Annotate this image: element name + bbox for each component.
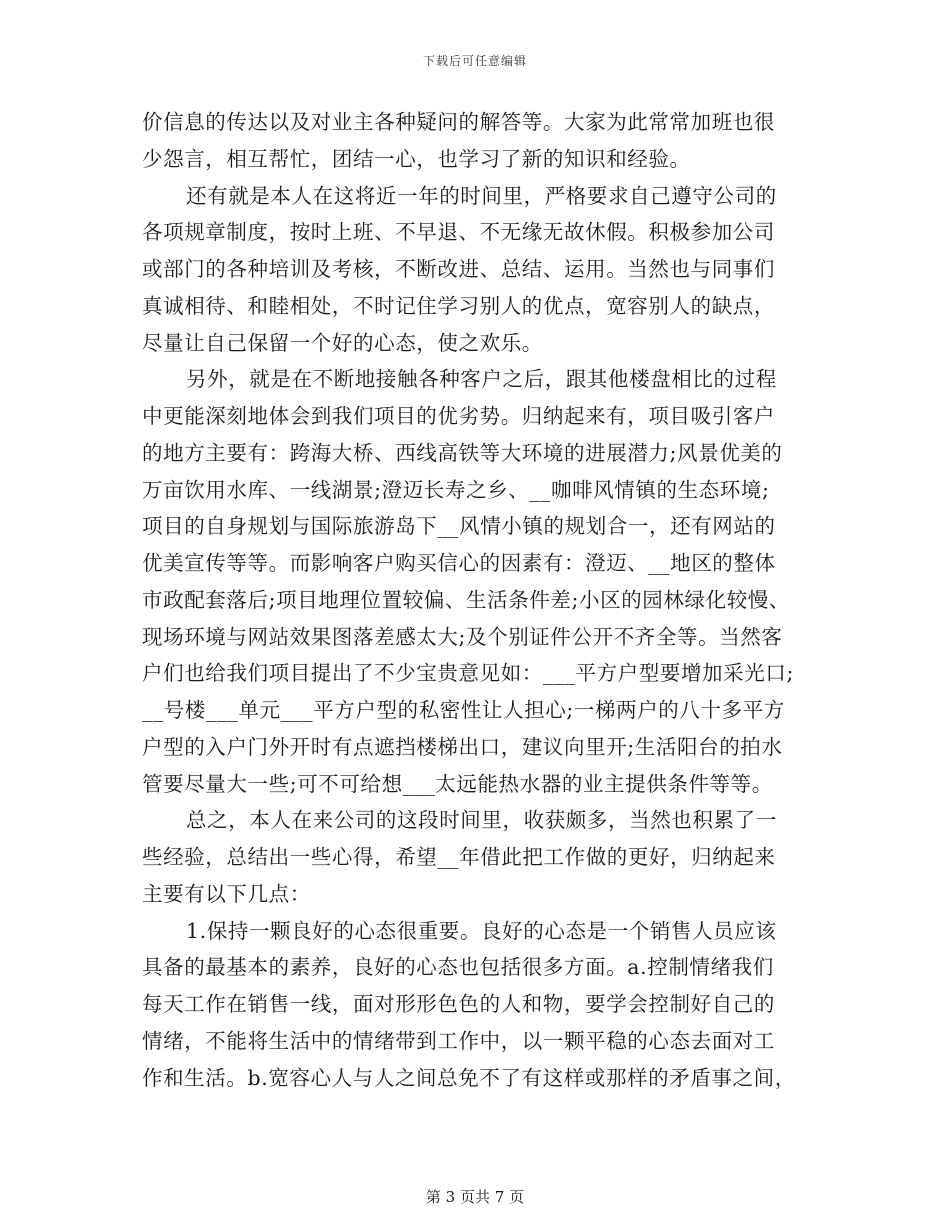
page-header: 下载后可任意编辑 <box>422 54 527 68</box>
body-text <box>142 104 810 1096</box>
text-line: 作和生活。b.宽容心人与人之间总免不了有这样或那样的矛盾事之间， <box>142 1065 796 1090</box>
text-line: 真诚相待、和睦相处，不时记住学习别人的优点，宽容别人的缺点， <box>142 293 775 318</box>
text-line: 中更能深刻地体会到我们项目的优劣势。归纳起来有，项目吸引客户 <box>142 404 775 428</box>
text-line: 户们也给我们项目提出了不少宝贵意见如：___平方户型要增加采光口; <box>142 661 794 686</box>
text-line: 户型的入户门外开时有点遮挡楼梯出口，建议向里开;生活阳台的拍水 <box>142 734 783 759</box>
text-line: 价信息的传达以及对业主各种疑问的解答等。大家为此常常加班也很 <box>142 110 775 134</box>
text-line: 具备的最基本的素养，良好的心态也包括很多方面。a.控制情绪我们 <box>142 955 774 980</box>
text-line: 万亩饮用水库、一线湖景;澄迈长寿之乡、__咖啡风情镇的生态环境; <box>142 477 770 502</box>
text-line: 每天工作在销售一线，面对形形色色的人和物，要学会控制好自己的 <box>142 992 775 1016</box>
text-line: __号楼___单元___平方户型的私密性让人担心;一梯两户的八十多平方 <box>142 698 785 722</box>
text-line: 项目的自身规划与国际旅游岛下__风情小镇的规划合一，还有网站的 <box>142 514 776 539</box>
text-line: 主要有以下几点： <box>142 881 311 906</box>
text-line: 现场环境与网站效果图落差感太大;及个别证件公开不齐全等。当然客 <box>142 624 783 649</box>
text-line: 尽量让自己保留一个好的心态，使之欢乐。 <box>142 330 543 355</box>
text-line: 管要尽量大一些;可不可给想___太远能热水器的业主提供条件等等。 <box>142 771 773 796</box>
text-line: 的地方主要有：跨海大桥、西线高铁等大环境的进展潜力;风景优美的 <box>142 440 783 465</box>
text-line: 情绪，不能将生活中的情绪带到工作中，以一颗平稳的心态去面对工 <box>142 1028 775 1053</box>
text-line: 各项规章制度，按时上班、不早退、不无缘无故休假。积极参加公司 <box>142 220 775 245</box>
text-line: 或部门的各种培训及考核，不断改进、总结、运用。当然也与同事们 <box>142 257 775 281</box>
text-line: 少怨言，相互帮忙，团结一心，也学习了新的知识和经验。 <box>142 146 691 171</box>
paragraph-start-line: 还有就是本人在这将近一年的时间里，严格要求自己遵守公司的 <box>186 183 777 208</box>
paragraph-start-line: 1.保持一颗良好的心态很重要。良好的心态是一个销售人员应该 <box>186 918 777 943</box>
paragraph-start-line: 总之，本人在来公司的这段时间里，收获颇多，当然也积累了一 <box>186 808 777 833</box>
page-number: 第 3 页共 7 页 <box>425 1188 525 1206</box>
text-line: 优美宣传等等。而影响客户购买信心的因素有：澄迈、__地区的整体 <box>142 551 776 575</box>
text-line: 些经验，总结出一些心得，希望__年借此把工作做的更好，归纳起来 <box>142 845 776 869</box>
text-line: 市政配套落后;项目地理位置较偏、生活条件差;小区的园林绿化较慢、 <box>142 587 791 612</box>
paragraph-start-line: 另外，就是在不断地接触各种客户之后，跟其他楼盘相比的过程 <box>186 367 777 392</box>
